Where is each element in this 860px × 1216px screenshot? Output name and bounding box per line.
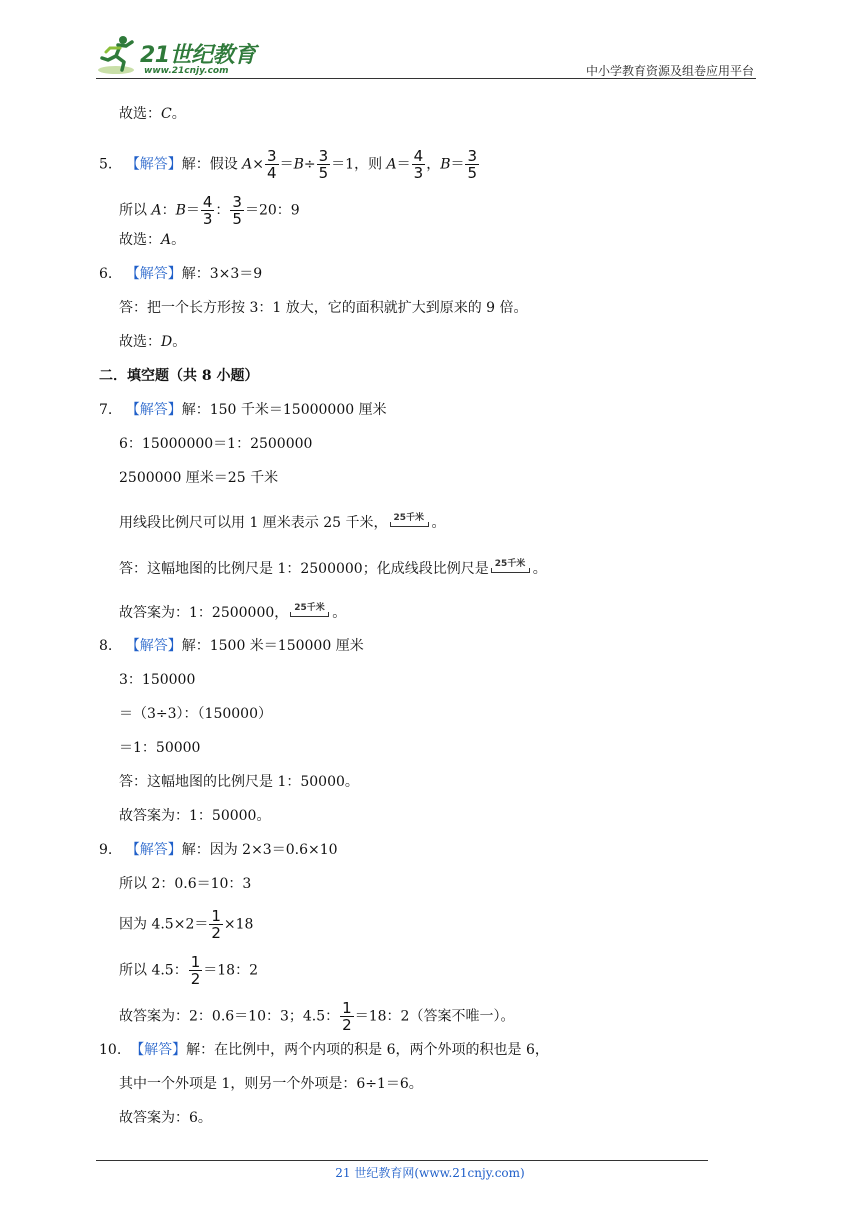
q8-line2: 3：150000 xyxy=(119,672,196,688)
q9-line2: 所以 2：0.6＝10：3 xyxy=(119,876,252,892)
header-divider xyxy=(96,78,756,79)
q8-line3: ＝（3÷3）：（150000） xyxy=(119,706,272,722)
q5-line1: 5. 【解答】解：假设 A× $\frac{3}{4}$ ＝B÷ $\frac{3}{5}$ ＝1，则 A＝ $\frac{4}{3}$ ，B＝ $\frac{3}{5}$ xyxy=(99,147,478,182)
answer-tag: 【解答】 xyxy=(125,156,182,173)
q5-line2: 所以 A：B＝ $\frac{4}{3}$ ： $\frac{3}{5}$ ＝20：9 xyxy=(119,193,300,228)
logo-title: 21世纪教育 xyxy=(140,43,256,68)
q8-line1: 8. 【解答】解：1500 米＝150000 厘米 xyxy=(99,638,364,654)
q10-line1: 10. 【解答】解：在比例中，两个内项的积是 6，两个外项的积也是 6， xyxy=(99,1042,549,1058)
q5-conclusion: 故选：A。 xyxy=(119,232,186,248)
answer-tag: 【解答】 xyxy=(125,842,182,858)
answer-tag: 【解答】 xyxy=(125,266,182,282)
q9-line1: 9. 【解答】解：因为 2×3＝0.6×10 xyxy=(99,842,338,858)
answer-tag: 【解答】 xyxy=(125,402,182,418)
footer-divider xyxy=(96,1160,708,1161)
logo-url: www.21cnjy.com xyxy=(144,66,229,76)
logo xyxy=(96,32,266,80)
answer-tag: 【解答】 xyxy=(125,638,182,654)
q6-line1: 6. 【解答】解：3×3＝9 xyxy=(99,266,263,282)
header-platform-title: 中小学教育资源及组卷应用平台 xyxy=(585,64,754,78)
q7-conclusion: 故答案为：1：2500000， 25千米 。 xyxy=(119,600,346,626)
q7-line5: 答：这幅地图的比例尺是 1：2500000；化成线段比例尺是 25千米 。 xyxy=(119,556,547,582)
line-scale-figure: 25千米 xyxy=(489,556,533,582)
footer-site-link[interactable]: 21 世纪教育网(www.21cnjy.com) xyxy=(335,1166,525,1180)
line-scale-figure: 25千米 xyxy=(288,600,332,626)
section-title: 二．填空题（共 8 小题） xyxy=(99,368,259,384)
q10-line2: 其中一个外项是 1，则另一个外项是：6÷1＝6。 xyxy=(119,1076,423,1092)
q9-line4: 所以 4.5： $\frac{1}{2}$ ＝18：2 xyxy=(119,953,258,988)
line-scale-figure: 25千米 xyxy=(388,510,432,536)
q10-conclusion: 故答案为：6。 xyxy=(119,1110,212,1126)
answer-tag: 【解答】 xyxy=(130,1042,187,1058)
q4-conclusion: 故选：C。 xyxy=(119,106,186,122)
q7-line1: 7. 【解答】解：150 千米＝15000000 厘米 xyxy=(99,402,387,418)
q7-line2: 6：15000000＝1：2500000 xyxy=(119,436,313,452)
runner-logo-icon xyxy=(96,32,140,76)
q8-line5: 答：这幅地图的比例尺是 1：50000。 xyxy=(119,774,359,790)
q9-line3: 因为 4.5×2＝ $\frac{1}{2}$ ×18 xyxy=(119,907,254,942)
q9-conclusion: 故答案为：2：0.6＝10：3；4.5： $\frac{1}{2}$ ＝18：2（答案不唯一）。 xyxy=(119,999,515,1034)
q6-conclusion: 故选：D。 xyxy=(119,334,187,350)
q6-line2: 答：把一个长方形按 3：1 放大，它的面积就扩大到原来的 9 倍。 xyxy=(119,300,528,316)
q8-conclusion: 故答案为：1：50000。 xyxy=(119,808,271,824)
q7-line4: 用线段比例尺可以用 1 厘米表示 25 千米， 25千米 。 xyxy=(119,510,446,536)
page-header xyxy=(0,0,860,80)
q7-line3: 2500000 厘米＝25 千米 xyxy=(119,470,279,486)
q8-line4: ＝1：50000 xyxy=(119,740,201,756)
